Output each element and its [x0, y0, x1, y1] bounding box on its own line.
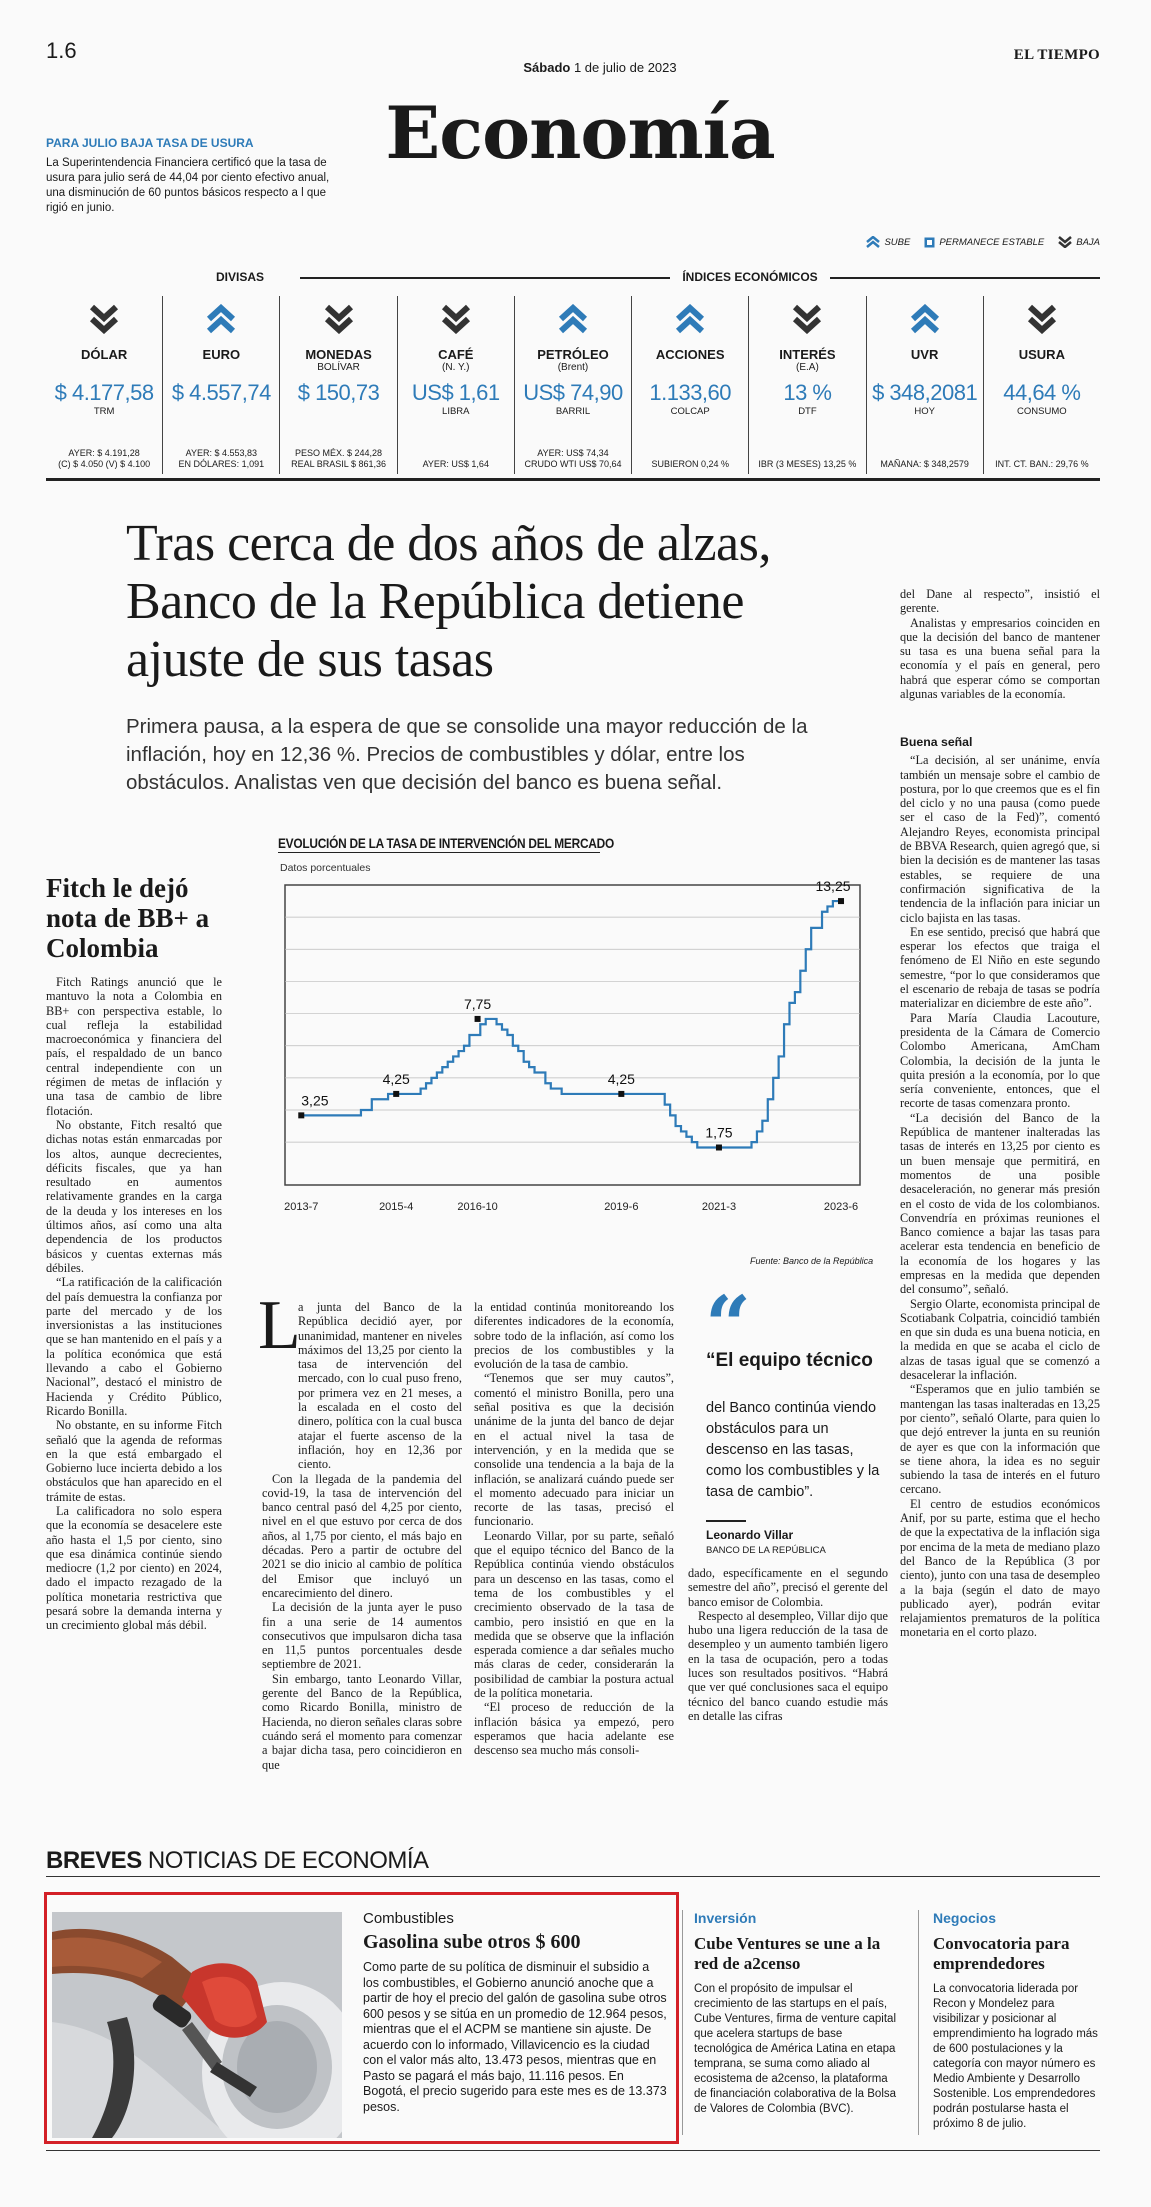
right-p3: En ese sentido, precisó que habrá que esperar los efectos que traiga el fenómeno de El Niño en este segundo semestre, “por lo que consideramos que el escenario de rebaja de tasas se podría materializar en diciembre de este año”.: [900, 924, 1100, 1011]
indicator-name: ACCIONES: [655, 347, 725, 362]
stable-square-icon: [924, 237, 935, 248]
indicators-row: [46, 296, 1100, 474]
trend-legend: [860, 236, 1100, 248]
trend-down-icon: [792, 304, 822, 334]
data-label: 4,25: [382, 1070, 410, 1087]
quote-role: BANCO DE LA REPÚBLICA: [706, 1545, 826, 1556]
drop-cap: L: [258, 1287, 301, 1364]
data-point: [393, 1091, 399, 1097]
indicator-foot1: PESO MÉX. $ 244,28: [295, 448, 383, 458]
indicator-name: MONEDAS: [305, 347, 372, 362]
indicator-unit: CONSUMO: [1017, 406, 1067, 417]
right-p6: Sergio Olarte, economista principal de Scotiabank Colpatria, coincidió también en que sin duda es una buena noticia, en la medida en que se acaba el ciclo de alzas de tasas igual que se comenzó a desacelerar la inflación.: [900, 1296, 1100, 1383]
data-label: 1,75: [705, 1124, 733, 1141]
indicator-1: [163, 296, 280, 474]
article-p10: Respecto al desempleo, Villar dijo que hubo una ligera reducción de la tasa de desempleo y un aumento también ligero en la tasa de ocupación, pero a todas luces son resultados positivos. “Habrá que ver qué conclusiones saca el equipo técnico del banco cuando estudie más en detalle las cifras: [688, 1608, 888, 1723]
x-tick-label: 2015-4: [379, 1201, 414, 1213]
article-p3: La decisión de la junta ayer le puso fin a una serie de 14 aumentos consecutivos que impulsaron dicha tasa en 11,5 puntos porcentuales desde septiembre de 2021.: [262, 1600, 462, 1672]
indicator-name: EURO: [202, 347, 241, 362]
article-col-2: [474, 1300, 674, 1758]
negocios-text: La convocatoria liderada por Recon y Mondelez para visibilizar y posicionar al emprendimiento ha logrado más de 600 postulaciones y la categoría con mayor número es Medio Ambiente y Desarrollo Sostenible. Los emprendedores podrán postularse hasta el próximo 8 de julio.: [933, 1983, 1098, 2130]
indicator-4: [515, 296, 632, 474]
negocios-headline: Convocatoria para emprendedores: [933, 1934, 1070, 1973]
breves-label-bold: BREVES: [46, 1847, 142, 1874]
indicator-unit: COLCAP: [670, 406, 710, 417]
data-label: 13,25: [815, 878, 851, 895]
quote-mark-icon: “: [705, 1278, 752, 1372]
indices-heading: ÍNDICES ECONÓMICOS: [670, 270, 830, 284]
x-tick-label: 2021-3: [701, 1201, 737, 1213]
indicator-sub: (E.A): [796, 362, 819, 373]
indicator-foot2: AYER: US$ 1,64: [422, 459, 489, 469]
indicator-foot2: MAÑANA: $ 348,2579: [880, 459, 969, 469]
data-point: [618, 1091, 624, 1097]
indicator-unit: DTF: [798, 406, 817, 417]
newspaper-logo: EL TIEMPO: [1013, 47, 1100, 63]
legend-up-label: SUBE: [884, 236, 911, 248]
indicator-foot: [280, 448, 396, 470]
trend-down-icon: [324, 304, 354, 334]
indicator-foot: [163, 448, 279, 470]
indicator-sub: [46, 362, 162, 374]
article-p4: Sin embargo, tanto Leonardo Villar, gerente del Banco de la República, como Ricardo Bonilla, ministro de Hacienda, no dieron señales claras sobre cuándo será el momento para comenzar a bajar dicha tasa, pero coincidieron en que: [262, 1671, 462, 1772]
indicator-name: PETRÓLEO: [537, 347, 609, 362]
indicator-name: USURA: [1018, 347, 1065, 362]
indicator-7: [867, 296, 984, 474]
right-p8: El centro de estudios económicos Anif, por su parte, estima que el hecho de que la expectativa de la inflación siga por encima de la meta de mediano plazo del Banco de la República (3 por ciento), junto con una tasa de desempleo a la baja (según el dato de mayo publicado ayer), podrán evitar relajamientos prematuros de la política monetaria en el corto plazo.: [900, 1496, 1100, 1640]
legend-stable: [924, 237, 1044, 248]
data-label: 3,25: [301, 1092, 329, 1109]
x-tick-label: 2013-7: [284, 1201, 319, 1213]
legend-down-label: BAJA: [1076, 236, 1100, 248]
inversion-text: Con el propósito de impulsar el crecimiento de las startups en el país, Cube Ventures, firma de venture capital que acelera startups de base tecnológica de América Latina en etapa temprana, se suma como aliado al ecosistema de a2censo, la plataforma de financiación colaborativa de la Bolsa de Valores de Colombia (BVC).: [694, 1983, 897, 2115]
rate-chart: [275, 875, 870, 1235]
edition-date: [470, 60, 730, 75]
indicator-foot: [632, 459, 748, 470]
chart-source: Fuente: Banco de la República: [750, 1256, 874, 1266]
article-p9: dado, específicamente en el segundo semestre del año”, precisó el gerente del banco emisor de Colombia.: [688, 1566, 888, 1609]
article-p5: la entidad continúa monitoreando los diferentes indicadores de la economía, sobre todo de la inflación, así como los precios de los combustibles y la evolución de la tasa de cambio.: [474, 1300, 674, 1372]
breves-divider-1: [682, 1910, 683, 2135]
x-tick-label: 2016-10: [457, 1201, 498, 1213]
article-p7: Leonardo Villar, por su parte, señaló que el equipo técnico del Banco de la República continúa viendo obstáculos para un descenso en las tasas, como el tema de los combustibles y el crecimiento observado de la tasa de cambio, pero insistió en que en la medida que se observe que la inflación esperada comience a dar señales mucho más claras de ceder, considerarán la posibilidad de cambiar la postura actual de la política monetaria.: [474, 1528, 674, 1701]
indicator-value: US$ 74,90: [523, 380, 623, 405]
quote-rule: [706, 1520, 746, 1522]
up-arrow-icon: [866, 236, 880, 248]
chart-title-underline: [278, 852, 600, 853]
article-p8: “El proceso de reducción de la inflación básica ya empezó, pero esperamos que hacia adelante ese descenso sea mucho más consoli-: [474, 1700, 674, 1758]
quote-headline: “El equipo técnico: [706, 1350, 873, 1371]
indicator-value: 1.133,60: [649, 380, 732, 405]
indicator-value: $ 348,2081: [872, 380, 978, 405]
data-label: 7,75: [463, 995, 492, 1012]
right-p4: Para María Claudia Lacouture, presidenta de la Cámara de Comercio Colombo Americana, AmCham Colombia, la decisión de la junta le quita presión a la economía, por lo que sería conveniente, entonces, que el recorte de tasas comenzara pronto.: [900, 1010, 1100, 1111]
breves-rule: [46, 1876, 1100, 1877]
data-point: [475, 1016, 481, 1022]
trend-up-icon: [910, 304, 940, 334]
data-label: 4,25: [607, 1070, 635, 1087]
rule-right: [820, 277, 1100, 279]
main-headline: Tras cerca de dos años de alzas, Banco de la República detiene ajuste de sus tasas: [126, 515, 771, 688]
article-col-1: [262, 1300, 462, 1772]
divisas-heading: DIVISAS: [180, 270, 300, 284]
indicator-value: 13 %: [783, 380, 832, 405]
indicator-foot2: INT. CT. BAN.: 29,76 %: [995, 459, 1089, 469]
indicator-unit: TRM: [93, 406, 115, 417]
fitch-article: [46, 975, 222, 1633]
indicator-name: CAFÉ: [438, 347, 474, 362]
right-top-text: del Dane al respecto”, insistió el gerente.: [900, 587, 1100, 616]
x-tick-label: 2023-6: [823, 1201, 859, 1213]
rule-mid: [300, 277, 680, 279]
indicator-foot: [749, 459, 865, 470]
indicator-sub: [163, 362, 279, 374]
indicator-3: [398, 296, 515, 474]
trend-up-icon: [675, 304, 705, 334]
quote-text: del Banco continúa viendo obstáculos para un descenso en las tasas, como los combustibles y la tasa de cambio”.: [706, 1400, 880, 1500]
indicator-value: $ 4.557,74: [171, 380, 271, 405]
data-point: [298, 1112, 304, 1118]
right-column: [900, 735, 1100, 1640]
indicator-foot1: AYER: US$ 74,34: [537, 448, 609, 458]
indicator-0: [46, 296, 163, 474]
indicator-foot2: CRUDO WTI US$ 70,64: [524, 459, 622, 469]
breves-divider-2: [918, 1910, 919, 2135]
section-title: Economía: [385, 90, 775, 175]
gas-text: Como parte de su política de disminuir el subsidio a los combustibles, el Gobierno anunció anoche que a partir de hoy el precio del galón de gasolina sube otros 600 pesos y se sitúa en un promedio de 12.964 pesos, mientras que el el ACPM se mantiene sin ajuste. De acuerdo con lo informado, Villavicencio es la ciudad con el valor más alto, 13.473 pesos, mientras que en Pasto se pagará el más bajo, 11.116 pesos. En Bogotá, el precio sugerido para este mes es de 13.373 pesos.: [363, 1960, 667, 2114]
breve-inversion: [694, 1910, 899, 2117]
right-p7: “Esperamos que en julio también se mantengan las tasas inalteradas en 13,25 por ciento”, señaló Olarte, para quien lo que dejó entrever la junta en su reunión de ayer es que con la información que se tiene ahora, la idea es no seguir subiendo la tasa de interés en el futuro cercano.: [900, 1382, 1100, 1497]
main-subhead: Primera pausa, a la espera de que se consolide una mayor reducción de la inflación, hoy en 12,36 %. Precios de combustibles y dólar, entre los obstáculos. Analistas ven que decisión del banco es buena señal.: [126, 715, 808, 794]
indicator-foot: [515, 448, 631, 470]
fitch-p4: No obstante, en su informe Fitch señaló que la agenda de reformas en la que está embargado el Gobierno luce incierta debido a los obstáculos que han aparecido en el trámite de estas.: [46, 1418, 222, 1504]
indicator-foot1: AYER: $ 4.553,83: [185, 448, 258, 458]
negocios-category: Negocios: [933, 1910, 997, 1926]
trend-up-icon: [558, 304, 588, 334]
indicator-foot: [867, 459, 983, 470]
indicator-foot2: REAL BRASIL $ 861,36: [291, 459, 386, 469]
indicator-foot: [984, 459, 1100, 470]
fitch-headline: Fitch le dejó nota de BB+ a Colombia: [46, 873, 210, 963]
legend-up: [866, 236, 910, 248]
indicator-value: 44,64 %: [1003, 380, 1081, 405]
right-p5: “La decisión del Banco de la República de mantener inalteradas las tasas de interés en 13,25 por ciento es un buen mensaje que permitirá, en momentos de una posible desaceleración, no generar más presión en el costo de vida de los colombianos. Convendría en próximas reuniones el Banco comience a bajar las tasas para acelerar esta tendencia en beneficio de la economía de los hogares y las empresas en la medida que dependen del consumo”, señaló.: [900, 1110, 1100, 1297]
article-col-3: [688, 1566, 888, 1723]
indicator-value: US$ 1,61: [411, 380, 500, 405]
article-p2: Con la llegada de la pandemia del covid-19, la tasa de intervención del banco central pasó del 4,25 por ciento, nivel en el que estuvo por cerca de dos años, al 1,75 por ciento, el más bajo en décadas. Pero a partir de octubre del 2021 se dio inicio al cambio de política del Emisor que incluyó un encarecimiento del dinero.: [262, 1471, 462, 1600]
indicator-value: $ 150,73: [297, 380, 380, 405]
date-day: Sábado: [523, 60, 571, 75]
indicator-unit: HOY: [914, 406, 935, 417]
trend-down-icon: [89, 304, 119, 334]
down-arrow-icon: [1058, 236, 1072, 248]
trend-up-icon: [206, 304, 236, 334]
inversion-category: Inversión: [694, 1910, 757, 1926]
indicator-sub: [632, 362, 748, 374]
trend-down-icon: [1027, 304, 1057, 334]
indicator-8: [984, 296, 1100, 474]
indicator-sub: [984, 362, 1100, 374]
breves-heading: [46, 1847, 429, 1875]
chart-subtitle: Datos porcentuales: [280, 862, 371, 874]
chart-title: EVOLUCIÓN DE LA TASA DE INTERVENCIÓN DEL MERCADO: [278, 835, 614, 851]
indicator-name: DÓLAR: [81, 347, 128, 362]
data-point: [838, 898, 844, 904]
usura-heading: PARA JULIO BAJA TASA DE USURA: [46, 136, 254, 150]
indicator-foot2: SUBIERON 0,24 %: [651, 459, 729, 469]
breve-negocios: [933, 1910, 1103, 2132]
indicator-2: [280, 296, 397, 474]
right-p1: Analistas y empresarios coinciden en que la decisión del banco de mantener su tasa es una buena señal para la economía y el país en general, pero habrá que esperar cómo se comportan algunas variables de la economía.: [900, 615, 1100, 702]
x-tick-label: 2019-6: [604, 1201, 639, 1213]
indicator-foot2: IBR (3 MESES) 13,25 %: [758, 459, 857, 469]
indicators-bottom-rule: [46, 478, 1100, 481]
legend-stable-label: PERMANECE ESTABLE: [939, 236, 1045, 248]
indicator-foot: [398, 459, 514, 470]
indicator-sub: (Brent): [557, 362, 589, 373]
indicator-6: [749, 296, 866, 474]
fitch-p2: No obstante, Fitch resaltó que dichas notas están enmarcadas por los altos, aunque decrecientes, déficits fiscales, que ya han resultado en aumentos relativamente grandes en la carga de la deuda y los intereses en los últimos años, así como una alta dependencia de los productos básicos y cuentas externas más débiles.: [46, 1117, 222, 1275]
legend-down: [1058, 236, 1100, 248]
indicator-foot1: AYER: $ 4.191,28: [68, 448, 140, 458]
inversion-headline: Cube Ventures se une a la red de a2censo: [694, 1934, 881, 1973]
indicator-sub: [867, 362, 983, 374]
date-rest: 1 de julio de 2023: [573, 60, 677, 75]
right-subhead: Buena señal: [900, 735, 973, 749]
page-end-rule: [46, 2150, 1100, 2151]
page-number: 1.6: [46, 38, 77, 63]
article-p6: “Tenemos que ser muy cautos”, comentó el ministro Bonilla, pero una señal positiva es que la decisión unánime de la junta del banco de dejar en el actual nivel la tasa de intervención, y en la medida que se consolide una tendencia a la baja de la inflación, se analizará cuándo puede ser el momento adecuado para iniciar un recorte de las tasas, precisó el funcionario.: [474, 1371, 674, 1529]
indicator-unit: BARRIL: [555, 406, 591, 417]
right-column-top: [900, 587, 1100, 701]
gas-pump-image: [52, 1912, 342, 2138]
indicator-unit: LIBRA: [442, 406, 470, 417]
indicator-value: $ 4.177,58: [54, 380, 154, 405]
trend-down-icon: [441, 304, 471, 334]
quote-author: Leonardo Villar: [706, 1528, 794, 1542]
breves-label-rest: NOTICIAS DE ECONOMÍA: [141, 1847, 429, 1874]
chart-frame: [285, 885, 860, 1185]
fitch-p1: Fitch Ratings anunció que le mantuvo la nota a Colombia en BB+ con perspectiva estable, lo cual refleja la estabilidad macroeconómica y financiera del país, el respaldado de un banco central independiente con un régimen de metas de inflación y una tasa de cambio de libre flotación.: [46, 975, 222, 1118]
gas-headline: Gasolina sube otros $ 600: [363, 1931, 581, 1953]
indicator-name: INTERÉS: [779, 347, 836, 362]
rate-series-line: [301, 901, 843, 1147]
gas-category: Combustibles: [363, 1910, 454, 1927]
gas-pump-photo: [52, 1912, 342, 2138]
indicator-sub: (N. Y.): [442, 362, 470, 373]
indicator-foot: [46, 448, 162, 470]
fitch-p3: “La ratificación de la calificación del país demuestra la confianza por parte del mercado y de los inversionistas a las instituciones que se han mantenido en el país y a la política económica que está llevando a cabo el Gobierno Nacional”, destacó el ministro de Hacienda y Crédito Público, Ricardo Bonilla.: [46, 1275, 222, 1418]
indicator-5: [632, 296, 749, 474]
indicator-foot2: (C) $ 4.050 (V) $ 4.100: [58, 459, 151, 469]
fitch-p5: La calificadora no solo espera que la economía se desacelere este año hasta el 1,5 por ciento, sino que esa dinámica continúe siendo mediocre (1,2 por ciento) en 2024, dado el impacto rezagado de la política monetaria restrictiva que pesará sobre la demanda interna y un crecimiento global más débil.: [46, 1503, 222, 1633]
indicator-name: UVR: [910, 347, 939, 362]
indicator-foot2: EN DÓLARES: 1,091: [178, 459, 265, 469]
article-p1: a junta del Banco de la República decidió ayer, por unanimidad, mantener en niveles máximos del 13,25 por ciento la tasa de intervención del mercado, con lo cual puso freno, por primera vez en 21 meses, a la escalada en el costo del dinero, política con la cual busca atajar el fuerte ascenso de la inflación, hoy en 12,36 por ciento.: [298, 1300, 462, 1472]
right-p2: “La decisión, al ser unánime, envía también un mensaje sobre el cambio de postura, por lo que creemos que es el fin del ciclo y no una pausa (como puede ser el caso de la Fed)”, comentó Alejandro Reyes, economista principal de BBVA Research, quien agregó que, si bien la decisión es de mantener las tasas estables, se requiere de una confirmación significativa de la tendencia de la inflación para iniciar un ciclo bajista en las tasas.: [900, 753, 1100, 925]
indicator-sub: BOLÍVAR: [317, 362, 360, 373]
data-point: [716, 1145, 722, 1151]
usura-text: La Superintendencia Financiera certificó que la tasa de usura para julio será de 44,04 por ciento efectivo anual, una disminución de 60 puntos básicos respecto a l que rigió en junio.: [46, 157, 330, 214]
